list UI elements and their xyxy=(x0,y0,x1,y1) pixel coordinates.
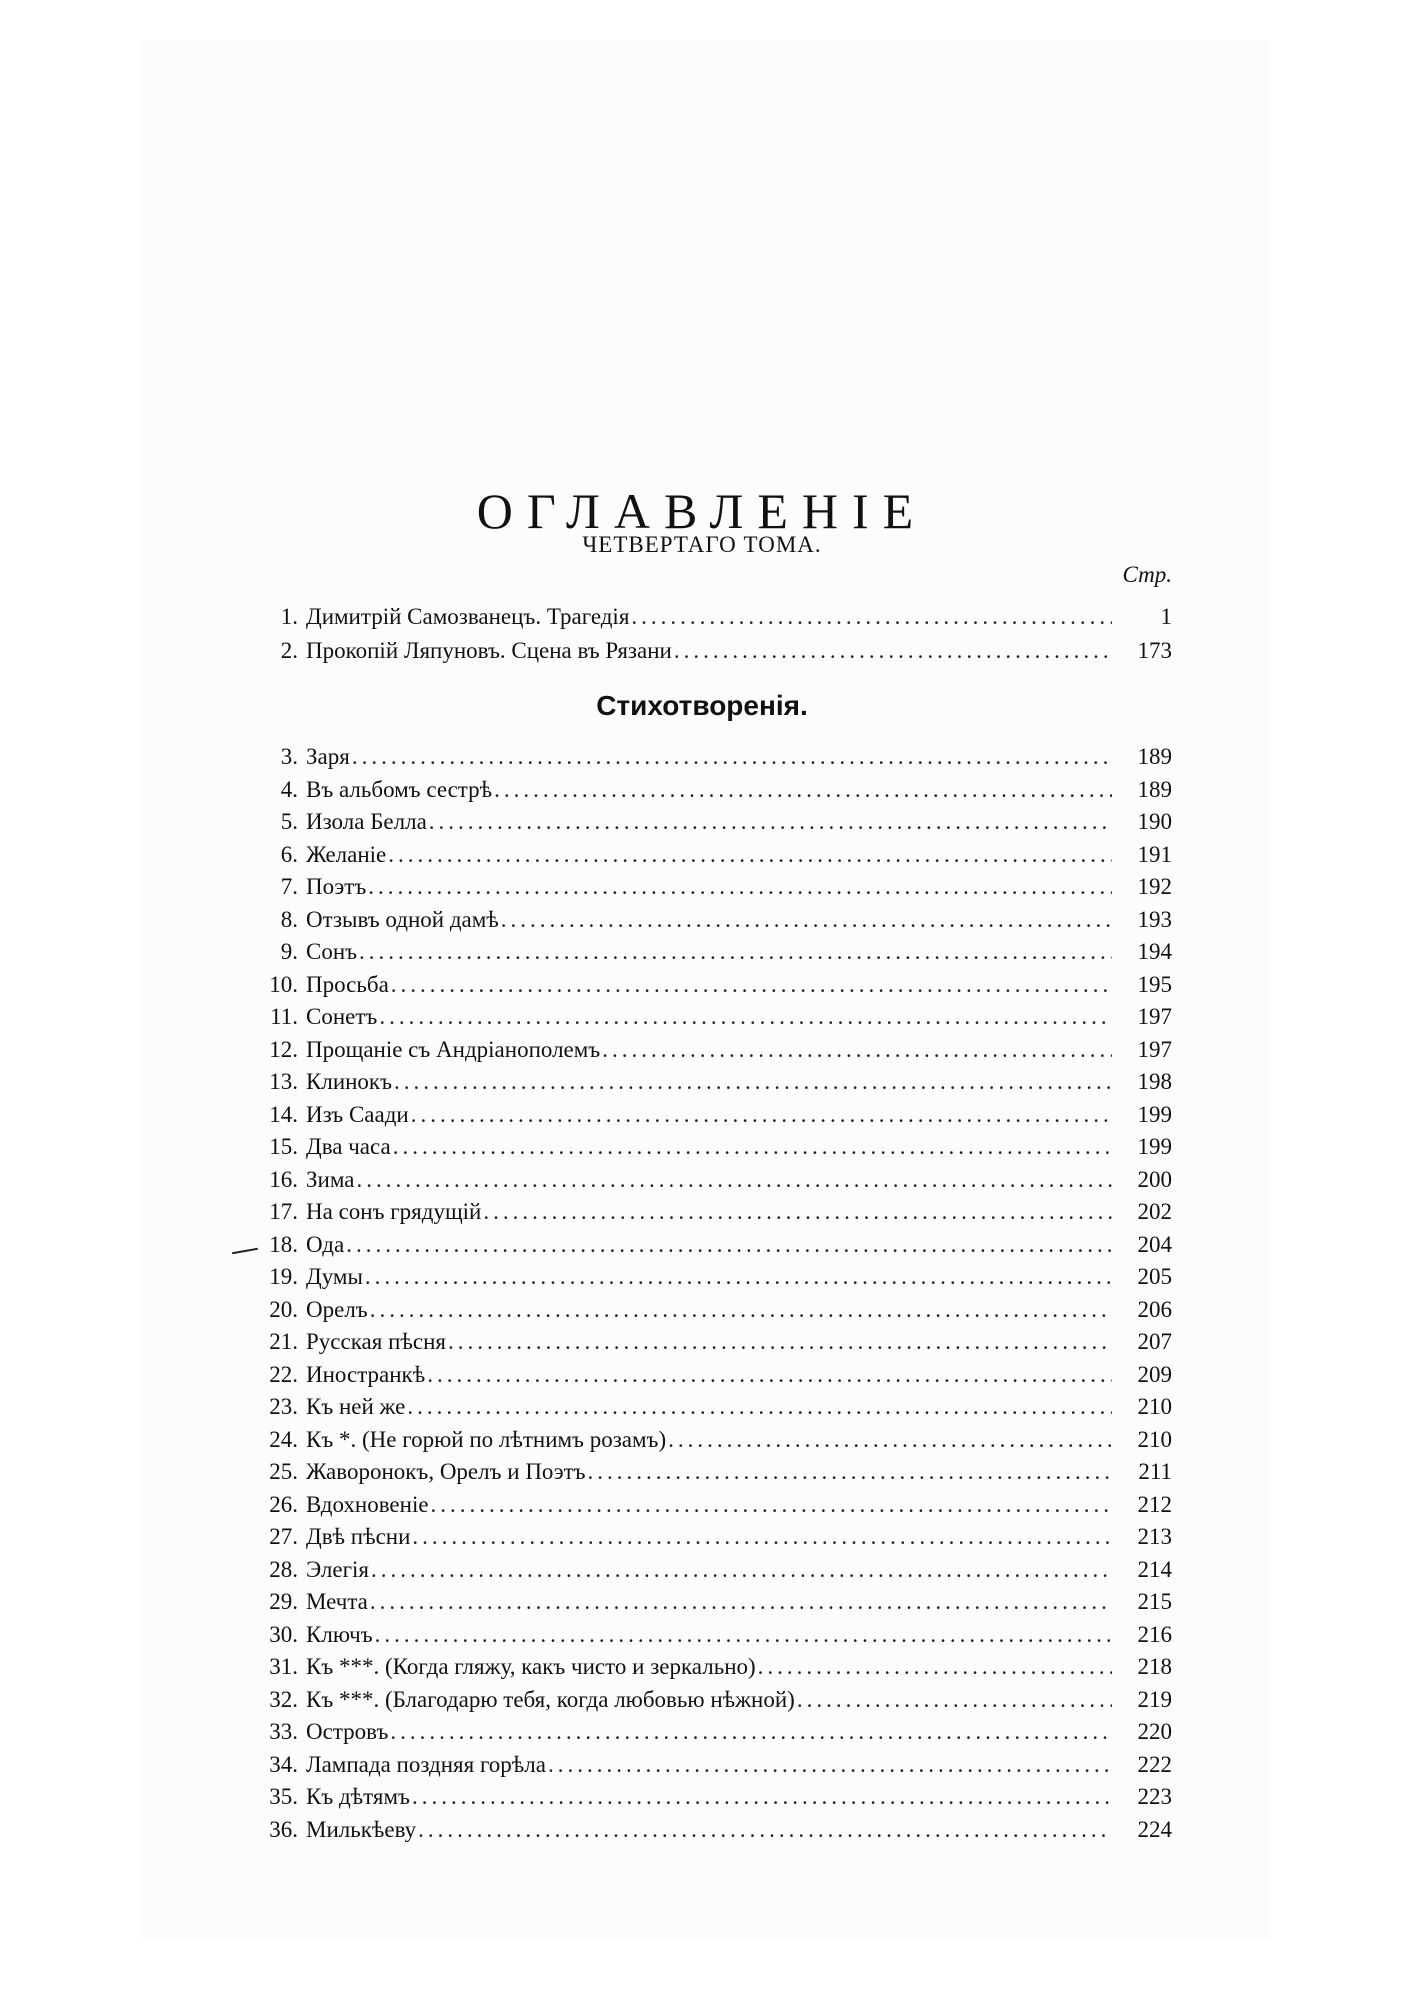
entry-title: Русская пѣсня xyxy=(306,1329,446,1354)
entry-title: Въ альбомъ сестрѣ xyxy=(306,776,493,802)
page-subtitle: ЧЕТВЕРТАГО ТОМА. xyxy=(582,532,822,557)
toc-entry xyxy=(250,1001,1172,1034)
entry-number: 35. xyxy=(269,1784,298,1809)
entry-page: 209 xyxy=(1137,1361,1172,1387)
section-heading: Стихотворенія. xyxy=(596,690,808,721)
dot-leader xyxy=(386,839,1112,872)
entry-page: 189 xyxy=(1137,776,1172,802)
toc-entry xyxy=(250,1586,1172,1619)
dot-leader xyxy=(416,1814,1112,1847)
entry-title: Вдохновеніе xyxy=(306,1491,429,1517)
entry-title: Милькѣеву xyxy=(306,1816,417,1842)
entry-page: 202 xyxy=(1137,1199,1172,1224)
entry-number: 27. xyxy=(269,1524,298,1549)
entry-page: 190 xyxy=(1137,809,1172,834)
entry-title: Димитрій Самозванецъ. Трагедія xyxy=(306,604,630,629)
entry-title: Два часа xyxy=(306,1134,391,1159)
dot-leader xyxy=(363,1261,1112,1294)
entry-page: 197 xyxy=(1137,1036,1172,1062)
entry-page: 192 xyxy=(1137,874,1172,899)
toc-entry xyxy=(250,1749,1172,1782)
entry-title: Лампада поздняя горѣла xyxy=(306,1751,546,1777)
dot-leader xyxy=(429,1489,1112,1522)
entry-title: Мечта xyxy=(306,1589,368,1614)
entry-title: Къ ***. (Благодарю тебя, когда любовью нѣжной) xyxy=(306,1686,795,1712)
entry-number: 1. xyxy=(280,604,298,629)
toc-entry xyxy=(250,1196,1172,1229)
toc-entry xyxy=(250,1229,1172,1262)
dot-leader xyxy=(586,1456,1112,1489)
entry-title: Сонъ xyxy=(306,939,358,964)
entry-title: Къ дѣтямъ xyxy=(306,1784,410,1809)
dot-leader xyxy=(373,1619,1112,1652)
dot-leader xyxy=(795,1684,1112,1717)
dot-leader xyxy=(672,634,1112,668)
entry-number: 36. xyxy=(269,1816,298,1842)
entry-number: 19. xyxy=(269,1264,298,1289)
toc-entry xyxy=(250,1294,1172,1327)
entry-number: 21. xyxy=(269,1329,298,1354)
dot-leader xyxy=(392,1066,1112,1099)
entry-title: Ключъ xyxy=(306,1621,373,1647)
toc-entry xyxy=(250,1456,1172,1489)
dot-leader xyxy=(666,1424,1112,1457)
entry-page: 224 xyxy=(1137,1816,1172,1842)
entry-page: 195 xyxy=(1137,971,1172,997)
dot-leader xyxy=(410,1781,1112,1814)
entry-number: 18. xyxy=(269,1231,298,1257)
dot-leader xyxy=(481,1196,1112,1229)
entry-number: 6. xyxy=(280,841,298,867)
entry-title: Думы xyxy=(306,1264,363,1289)
dot-leader xyxy=(427,806,1112,839)
toc-entry xyxy=(250,806,1172,839)
dot-leader xyxy=(756,1651,1112,1684)
entry-number: 25. xyxy=(269,1459,298,1484)
entry-number: 15. xyxy=(269,1134,298,1159)
entry-number: 24. xyxy=(269,1426,298,1452)
entry-title: Иностранкѣ xyxy=(306,1361,426,1387)
entry-title: Зима xyxy=(306,1166,355,1192)
entry-page: 216 xyxy=(1137,1621,1172,1647)
entry-page: 206 xyxy=(1137,1296,1172,1322)
dot-leader xyxy=(350,741,1112,774)
toc-entry xyxy=(250,774,1172,807)
entry-number: 26. xyxy=(269,1491,298,1517)
toc-entry xyxy=(250,936,1172,969)
entry-title: Элегія xyxy=(306,1556,369,1582)
entry-number: 22. xyxy=(269,1361,298,1387)
toc-entry xyxy=(250,1554,1172,1587)
toc-entry xyxy=(250,871,1172,904)
toc-entry xyxy=(250,1521,1172,1554)
entry-title: Изола Белла xyxy=(306,809,427,834)
dot-leader xyxy=(409,1099,1112,1132)
dot-leader xyxy=(368,1294,1112,1327)
entry-page: 212 xyxy=(1137,1491,1172,1517)
dot-leader xyxy=(600,1034,1112,1067)
entry-title: Къ ***. (Когда гляжу, какъ чисто и зеркально) xyxy=(306,1654,756,1679)
page-column-label: Стр. xyxy=(1122,562,1172,587)
entry-title: Двѣ пѣсни xyxy=(306,1524,411,1549)
toc-entry xyxy=(250,1131,1172,1164)
entry-number: 34. xyxy=(269,1751,298,1777)
entry-number: 17. xyxy=(269,1199,298,1224)
entry-number: 32. xyxy=(269,1686,298,1712)
entry-page: 189 xyxy=(1137,744,1172,769)
entry-title: На сонъ грядущій xyxy=(306,1199,482,1224)
entry-title: Жаворонокъ, Орелъ и Поэтъ xyxy=(306,1459,586,1484)
entry-page: 193 xyxy=(1137,906,1172,932)
dot-leader xyxy=(410,1521,1112,1554)
entry-number: 28. xyxy=(269,1556,298,1582)
entry-number: 7. xyxy=(280,874,298,899)
entry-page: 215 xyxy=(1137,1589,1172,1614)
dot-leader xyxy=(388,1716,1112,1749)
entry-title: Къ *. (Не горюй по лѣтнимъ розамъ) xyxy=(306,1426,667,1452)
entry-title: Поэтъ xyxy=(306,874,367,899)
toc-entry xyxy=(250,1489,1172,1522)
main-works-list xyxy=(250,600,1172,668)
toc-entry xyxy=(250,969,1172,1002)
toc-entry xyxy=(250,1651,1172,1684)
entry-number: 29. xyxy=(269,1589,298,1614)
entry-page: 218 xyxy=(1137,1654,1172,1679)
dot-leader xyxy=(499,904,1112,937)
entry-page: 199 xyxy=(1137,1134,1172,1159)
entry-number: 2. xyxy=(280,638,298,663)
toc-entry xyxy=(250,634,1172,668)
dot-leader xyxy=(377,1001,1112,1034)
entry-title: Сонетъ xyxy=(306,1004,378,1029)
dot-leader xyxy=(366,871,1112,904)
entry-number: 9. xyxy=(280,939,298,964)
poems-list xyxy=(250,741,1172,1846)
entry-page: 204 xyxy=(1137,1231,1172,1257)
entry-title: Заря xyxy=(306,744,350,769)
dot-leader xyxy=(357,936,1112,969)
toc-entry xyxy=(250,839,1172,872)
entry-number: 23. xyxy=(269,1394,298,1419)
toc-entry xyxy=(250,1424,1172,1457)
toc-entry xyxy=(250,1359,1172,1392)
entry-page: 197 xyxy=(1137,1004,1172,1029)
dot-leader xyxy=(629,600,1112,634)
dot-leader xyxy=(425,1359,1112,1392)
entry-number: 12. xyxy=(269,1036,298,1062)
toc-entry xyxy=(250,1066,1172,1099)
entry-number: 3. xyxy=(280,744,298,769)
entry-page: 173 xyxy=(1137,638,1172,663)
entry-title: Прокопій Ляпуновъ. Сцена въ Рязани xyxy=(306,638,672,663)
entry-page: 211 xyxy=(1138,1459,1172,1484)
toc-entry xyxy=(250,1684,1172,1717)
entry-page: 1 xyxy=(1160,604,1172,629)
entry-title: Желаніе xyxy=(306,841,387,867)
dot-leader xyxy=(391,1131,1112,1164)
dot-leader xyxy=(354,1164,1112,1197)
entry-page: 219 xyxy=(1137,1686,1172,1712)
toc-entry xyxy=(250,1391,1172,1424)
entry-title: Къ ней же xyxy=(306,1394,406,1419)
entry-title: Просьба xyxy=(306,971,389,997)
entry-title: Отзывъ одной дамѣ xyxy=(306,906,499,932)
entry-page: 223 xyxy=(1137,1784,1172,1809)
dot-leader xyxy=(405,1391,1112,1424)
entry-page: 194 xyxy=(1137,939,1172,964)
toc-entry xyxy=(250,1326,1172,1359)
entry-number: 16. xyxy=(269,1166,298,1192)
entry-page: 207 xyxy=(1137,1329,1172,1354)
toc-entry xyxy=(250,904,1172,937)
entry-page: 220 xyxy=(1137,1719,1172,1744)
toc-entry xyxy=(250,1619,1172,1652)
dot-leader xyxy=(369,1554,1112,1587)
entry-title: Островъ xyxy=(306,1719,389,1744)
toc-entry xyxy=(250,1814,1172,1847)
dot-leader xyxy=(492,774,1112,807)
entry-number: 14. xyxy=(269,1101,298,1127)
entry-number: 11. xyxy=(270,1004,298,1029)
entry-title: Орелъ xyxy=(306,1296,368,1322)
entry-page: 205 xyxy=(1137,1264,1172,1289)
entry-number: 10. xyxy=(269,971,298,997)
entry-page: 191 xyxy=(1137,841,1172,867)
dot-leader xyxy=(446,1326,1112,1359)
entry-page: 210 xyxy=(1137,1426,1172,1452)
entry-title: Изъ Саади xyxy=(306,1101,409,1127)
entry-page: 222 xyxy=(1137,1751,1172,1777)
toc-entry xyxy=(250,1716,1172,1749)
entry-number: 20. xyxy=(269,1296,298,1322)
entry-title: Прощаніе съ Андріанополемъ xyxy=(306,1036,601,1062)
toc-entry xyxy=(250,741,1172,774)
entry-page: 199 xyxy=(1137,1101,1172,1127)
dot-leader xyxy=(389,969,1112,1002)
dot-leader xyxy=(546,1749,1112,1782)
toc-entry xyxy=(250,600,1172,634)
toc-entry xyxy=(250,1261,1172,1294)
entry-page: 200 xyxy=(1137,1166,1172,1192)
entry-page: 214 xyxy=(1137,1556,1172,1582)
entry-number: 8. xyxy=(280,906,298,932)
entry-title: Ода xyxy=(306,1231,345,1257)
entry-page: 210 xyxy=(1137,1394,1172,1419)
toc-entry xyxy=(250,1164,1172,1197)
entry-number: 13. xyxy=(269,1069,298,1094)
entry-title: Клинокъ xyxy=(306,1069,393,1094)
toc-entry xyxy=(250,1781,1172,1814)
entry-number: 5. xyxy=(280,809,298,834)
entry-page: 213 xyxy=(1137,1524,1172,1549)
page-title: ОГЛАВЛЕНІЕ xyxy=(476,482,928,539)
toc-entry xyxy=(250,1034,1172,1067)
toc-entry xyxy=(250,1099,1172,1132)
entry-number: 30. xyxy=(269,1621,298,1647)
dot-leader xyxy=(344,1229,1112,1262)
entry-page: 198 xyxy=(1137,1069,1172,1094)
dot-leader xyxy=(368,1586,1112,1619)
entry-number: 31. xyxy=(269,1654,298,1679)
entry-number: 4. xyxy=(280,776,298,802)
entry-number: 33. xyxy=(269,1719,298,1744)
